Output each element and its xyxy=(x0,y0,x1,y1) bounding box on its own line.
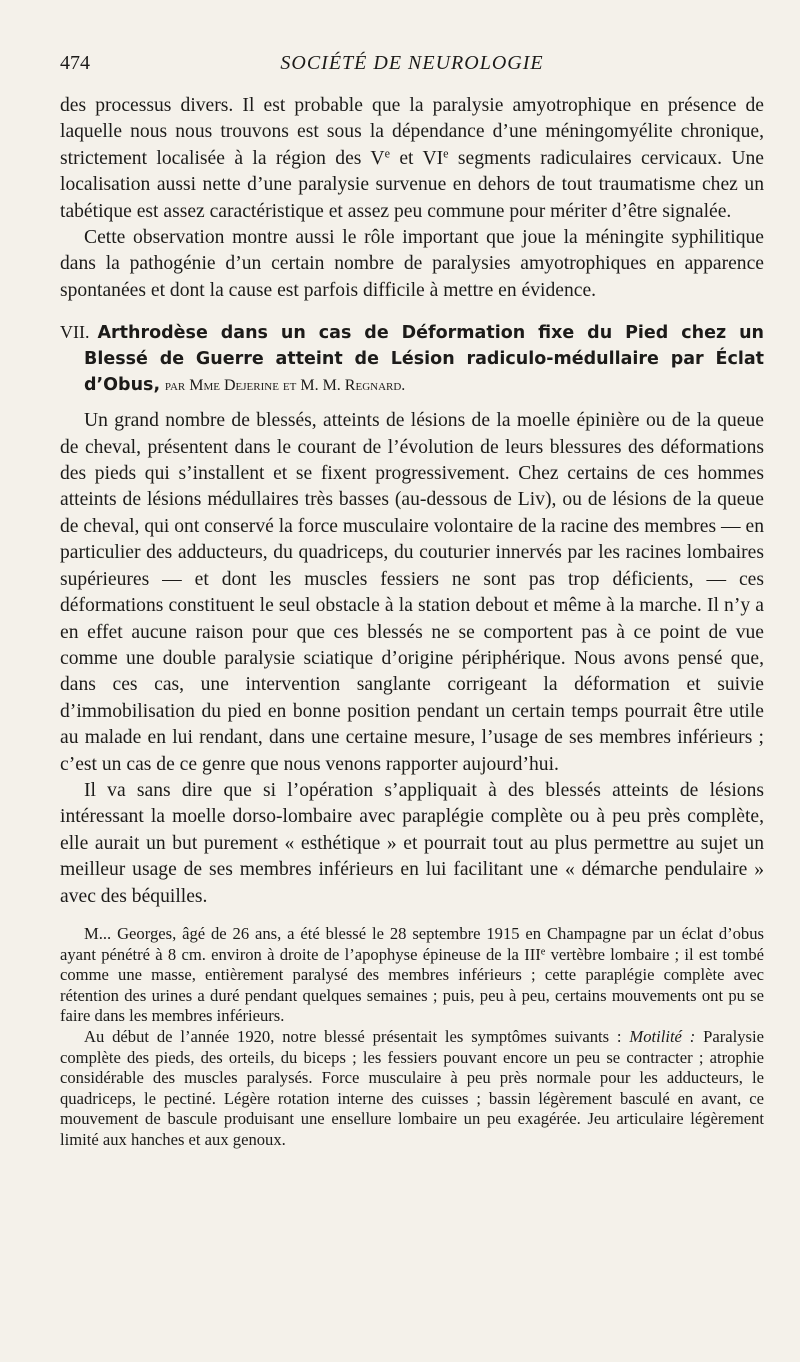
body-paragraph-1: Un grand nombre de blessés, atteints de lésions de la moelle épinière ou de la queue de cheval, présentent dans le courant de l’évolution de leurs blessures des déformations des pieds qui s’installent et se fixent progressivement. Chez certains de ces hommes atteints de lésions médullaires très basses (au-dessous de Liv), ou de lésions de la queue de cheval, qui ont conservé la force musculaire volontaire de la racine des membres — en particulier des adducteurs, du quadriceps, du couturier innervés par les racines lombaires supérieures — et dont les muscles fessiers ne sont pas trop déficients, — ces déformations constituent le seul obstacle à la station debout et même à la marche. Il n’y a en effet aucune raison pour que ces blessés ne se comportent pas à ce point de vue comme une double paralysie sciatique d’origine périphérique. Nous avons pensé que, dans ces cas, une intervention sanglante corrigeant la déformation et suivie d’immobilisation du pied en bonne position pendant un certain temps pourrait être utile au malade en lui rendant, dans une certaine mesure, l’usage de ses membres inférieurs ; c’est un cas de ce genre que nous venons rapporter aujourd’hui. xyxy=(60,410,764,775)
page-number: 474 xyxy=(60,52,90,74)
case-paragraph-1: M... Georges, âgé de 26 ans, a été blessé le 28 septembre 1915 en Champagne par un éclat d’obus ayant pénétré à 8 cm. environ à droite de l’apophyse épineuse de la IIIe vertèbre lombaire ; il est tombé comme une masse, entièrement paralysé des membres inférieurs ; cette paraplégie complète avec rétention des urines a duré pendant quelques semaines ; puis, peu à peu, certains mouvements ont pu se faire dans les membres inférieurs. xyxy=(60,923,764,1026)
page xyxy=(60,52,764,1151)
section-number: VII. xyxy=(60,322,90,343)
body-paragraph-2: Il va sans dire que si l’opération s’appliquait à des blessés atteints de lésions intéressant la moelle dorso-lombaire avec paraplégie complète ou à peu près complète, elle aurait un but purement « esthétique » et pourrait tout au plus permettre au sujet un meilleur usage de ses membres inférieurs en lui facilitant une « démarche pendulaire » avec des béquilles. xyxy=(60,779,764,907)
intro-paragraph-1: des processus divers. Il est probable que la paralysie amyotrophique en présence de laquelle nous nous trouvons est sous la dépendance d’une méningomyélite chronique, strictement localisée à la région des Ve et VIe segments radiculaires cervicaux. Une localisation aussi nette d’une paralysie survenue en dehors de tout traumatisme chez un tabétique est assez caractéristique et assez peu commune pour mériter d’être signalée. xyxy=(60,95,765,222)
running-header xyxy=(60,52,764,75)
motilite-label: Motilité : xyxy=(629,1026,696,1046)
section-authors: par Mme Dejerine et M. M. Regnard. xyxy=(164,377,406,395)
article-body xyxy=(60,408,764,910)
section-heading xyxy=(60,320,764,398)
section-title: Arthrodèse dans un cas de Déformation fixe du Pied chez un Blessé de Guerre atteint de Lésion radiculo-médullaire par Éclat d’Obus, xyxy=(84,323,764,396)
running-title: SOCIÉTÉ DE NEUROLOGIE xyxy=(280,52,544,74)
case-report xyxy=(60,924,764,1151)
case-paragraph-2: Au début de l’année 1920, notre blessé présentait les symptômes suivants : Motilité : Paralysie complète des pieds, des orteils, du biceps ; les fessiers pouvant encore un peu se contracter ; atrophie considérable des muscles paralysés. Force musculaire à peu près normale pour les adducteurs, le quadriceps, le pectiné. Légère rotation interne des cuisses ; bassin légèrement basculé en avant, ce mouvement de bascule produisant une ensellure lombaire un peu exagérée. Jeu articulaire légèrement limité aux hanches et aux genoux. xyxy=(60,1026,764,1149)
intro-paragraph-2: Cette observation montre aussi le rôle important que joue la méningite syphilitique dans la pathogénie d’un certain nombre de paralysies amyotrophiques en apparence spontanées et dont la cause est parfois difficile à mettre en évidence. xyxy=(60,227,764,301)
